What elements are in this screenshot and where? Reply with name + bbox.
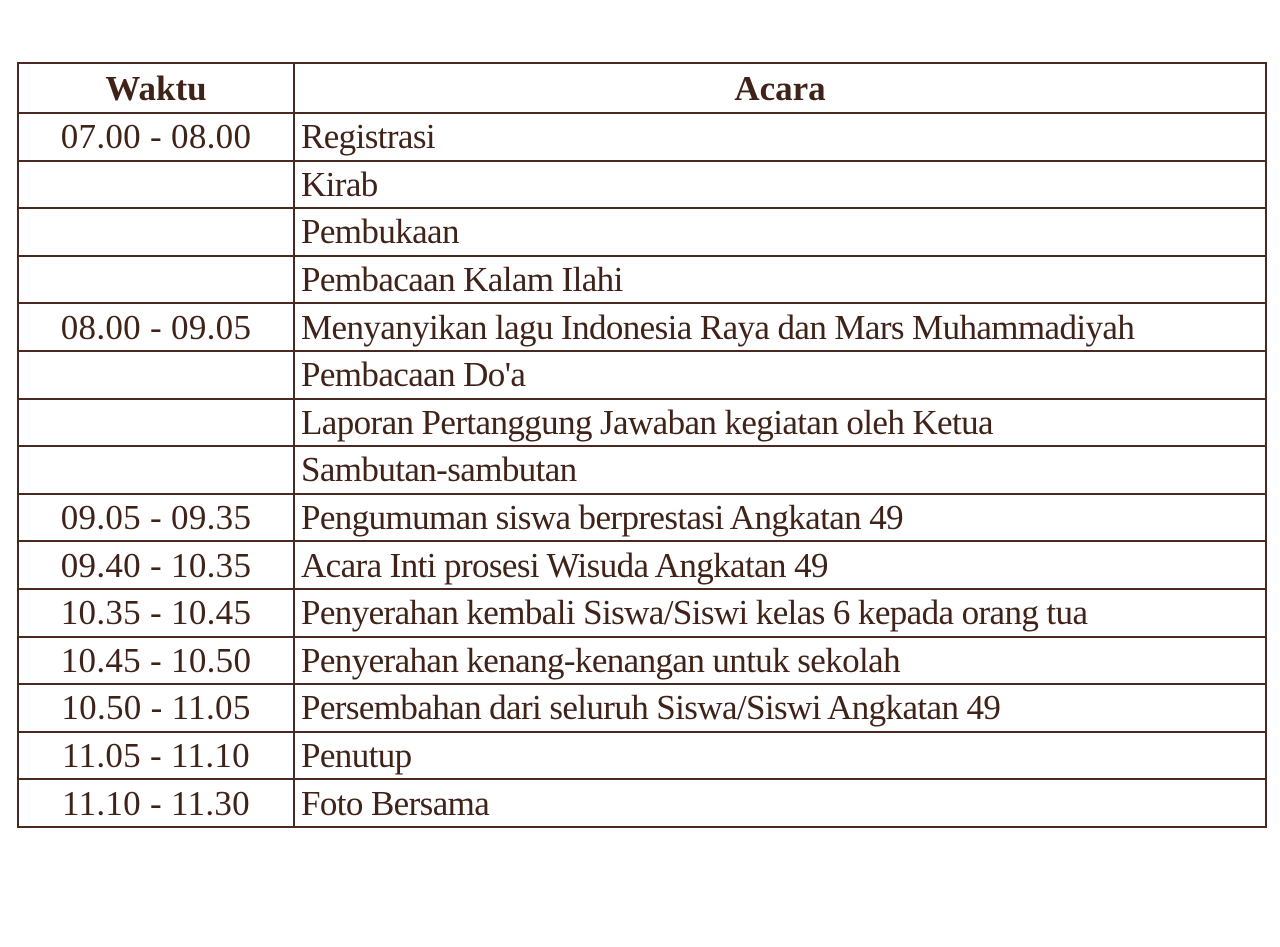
- event-cell: Acara Inti prosesi Wisuda Angkatan 49: [294, 541, 1266, 589]
- time-cell: [18, 446, 294, 494]
- table-row: [18, 399, 1266, 447]
- time-cell: 07.00 - 08.00: [18, 113, 294, 161]
- time-cell: 11.10 - 11.30: [18, 779, 294, 827]
- time-cell: 11.05 - 11.10: [18, 732, 294, 780]
- time-cell: 10.45 - 10.50: [18, 637, 294, 685]
- time-cell: 10.35 - 10.45: [18, 589, 294, 637]
- header-event: Acara: [294, 63, 1266, 113]
- time-cell: 08.00 - 09.05: [18, 303, 294, 351]
- time-cell: 10.50 - 11.05: [18, 684, 294, 732]
- time-cell: [18, 161, 294, 209]
- time-cell: 09.05 - 09.35: [18, 494, 294, 542]
- table-row: [18, 161, 1266, 209]
- event-cell: Menyanyikan lagu Indonesia Raya dan Mars Muhammadiyah: [294, 303, 1266, 351]
- schedule-body: [18, 113, 1266, 827]
- table-row: [18, 779, 1266, 827]
- time-cell: [18, 256, 294, 304]
- event-cell: Laporan Pertanggung Jawaban kegiatan oleh Ketua: [294, 399, 1266, 447]
- table-row: [18, 351, 1266, 399]
- event-cell: Pembacaan Kalam Ilahi: [294, 256, 1266, 304]
- time-cell: [18, 399, 294, 447]
- table-row: [18, 256, 1266, 304]
- schedule-table: [17, 62, 1267, 828]
- table-row: [18, 113, 1266, 161]
- table-row: [18, 637, 1266, 685]
- event-cell: Pembacaan Do'a: [294, 351, 1266, 399]
- time-cell: 09.40 - 10.35: [18, 541, 294, 589]
- time-cell: [18, 351, 294, 399]
- event-cell: Foto Bersama: [294, 779, 1266, 827]
- table-row: [18, 589, 1266, 637]
- table-row: [18, 303, 1266, 351]
- table-row: [18, 208, 1266, 256]
- table-row: [18, 684, 1266, 732]
- table-row: [18, 732, 1266, 780]
- event-cell: Sambutan-sambutan: [294, 446, 1266, 494]
- event-cell: Pembukaan: [294, 208, 1266, 256]
- event-cell: Persembahan dari seluruh Siswa/Siswi Angkatan 49: [294, 684, 1266, 732]
- event-cell: Kirab: [294, 161, 1266, 209]
- header-row: [18, 63, 1266, 113]
- time-cell: [18, 208, 294, 256]
- event-cell: Penutup: [294, 732, 1266, 780]
- header-time: Waktu: [18, 63, 294, 113]
- table-row: [18, 541, 1266, 589]
- event-cell: Penyerahan kenang-kenangan untuk sekolah: [294, 637, 1266, 685]
- event-cell: Penyerahan kembali Siswa/Siswi kelas 6 kepada orang tua: [294, 589, 1266, 637]
- table-row: [18, 446, 1266, 494]
- event-cell: Pengumuman siswa berprestasi Angkatan 49: [294, 494, 1266, 542]
- table-row: [18, 494, 1266, 542]
- event-cell: Registrasi: [294, 113, 1266, 161]
